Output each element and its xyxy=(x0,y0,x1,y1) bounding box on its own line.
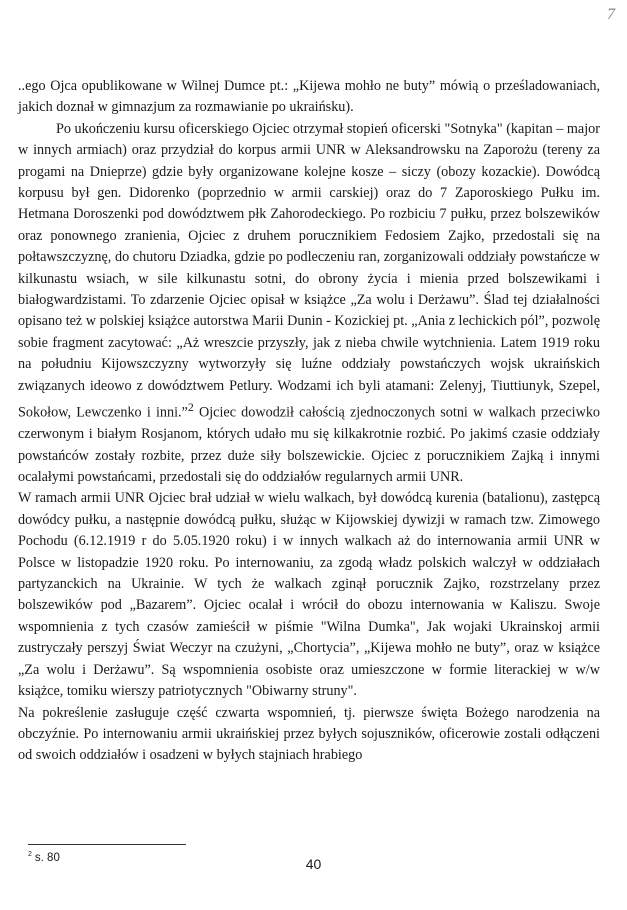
paragraph-officer-course xyxy=(18,119,600,489)
page-number: 40 xyxy=(305,856,322,872)
body-text xyxy=(18,76,600,767)
footnote-rule xyxy=(28,844,186,845)
paragraph-continuation: ..ego Ojca opublikowane w Wilnej Dumce pt.: „Kijewa mohło ne buty” mówią o prześladowaniach, jakich doznał w gimnazjum za rozmawianie po ukraińsku). xyxy=(18,78,600,116)
footnote-reference: 2 xyxy=(187,400,194,415)
handwritten-page-mark: 7 xyxy=(607,6,615,23)
paragraph-officer-course-cont: Ojciec dowodził całością zjednoczonych sotni w walkach przeciwko czerwonym i białym Rosjanom, których udało mu się kilkakrotnie rozbić. Po jakimś czasie oddziały powstańców zostały rozbite, przez duże siły bolszewickie. Ojciec z porucznikiem Zajką i innymi ocalałymi powstańcami, przedostali się do oddziałów regularnych armii UNR. xyxy=(18,404,601,486)
paragraph-officer-course-text: Po ukończeniu kursu oficerskiego Ojciec otrzymał stopień oficerski "Sotnyka" (kapitan – major w innych armiach) oraz przydział do korpus armii UNR w Aleksandrowsku na Zaporożu (tereny za progami na Dnieprze) gdzie były organizowane kolejne kosze – siczy (obozy kozackie). Dowódcą korpusu był gen. Didorenko (poprzednio w armii carskiej) oraz do 7 Zaporoskiego Pułku im. Hetmana Doroszenki pod dowództwem płk Zahorodeckiego. Po rozbiciu 7 pułku, przez bolszewików oraz ponownego zranienia, Ojciec z druhem porucznikiem Fedosiem Zajko, przedostali się na połtawszczyznę, do chutoru Dziadka, gdzie po podleczeniu ran, zorganizowali oddziały powstańcze w kilkunastu wsiach, w sile kilkunastu sotni, do obrony życia i mienia przed bolszewikami i białogwardzistami. To zdarzenie Ojciec opisał w książce „Za wolu i Derżawu”. Ślad tej działalności opisano też w polskiej książce autorstwa Marii Dunin - Kozickiej pt. „Ania z lechickich pól”, pozwolę sobie fragment zacytować: „Aż wreszcie przyszły, jak z nieba chwile wytchnienia. Latem 1919 roku na południu Kijowszczyzny wytworzyły się luźne oddziały powstańczych wojsk ukraińskich związanych ideowo z dowództwem Petlury. Wodzami ich byli atamani: Zelenyj, Tiuttiunyk, Szepel, Sokołow, Lewczenko i inni.” xyxy=(18,120,600,421)
paragraph-christmas: Na pokreślenie zasługuje część czwarta wspomnień, tj. pierwsze święta Bożego narodzenia na obczyźnie. Po internowaniu armii ukraińskiej przez byłych sojuszników, oficerowie zostali odłączeni od swoich oddziałów i osadzeni w byłych stajniach hrabiego xyxy=(18,704,600,764)
footnote-number: 2 xyxy=(28,851,32,858)
footnote-text: s. 80 xyxy=(34,851,60,864)
paragraph-unr-army: W ramach armii UNR Ojciec brał udział w wielu walkach, był dowódcą kurenia (batalionu), zastępcą dowódcy pułku, a następnie dowódcą pułku, służąc w Kijowskiej dywizji w ramach tzw. Zimowego Pochodu (6.12.1919 r do 5.05.1920 roku) i w innych walkach aż do internowania armii UNR w Polsce w listopadzie 1920 roku. Po internowaniu, za zgodą władz polskich walczył w oddziałach partyzanckich na Ukrainie. W tych że walkach zginął porucznik Zajko, rozstrzelany przez bolszewików pod „Bazarem”. Ojciec ocalał i wrócił do obozu internowania w Kaliszu. Swoje wspomnienia z tych czasów zamieścił w piśmie "Wilna Dumka", Jak wojaki Ukrainskoj armii zustryczały perszyj Świat Weczyr na czużyni, „Chortycia”, „Kijewa mohło ne buty”, oraz w książce „Za wolu i Derżawu”. Są wspomnienia osobiste oraz umieszczone w formie literackiej w w/w książce, tomiku wierszy patriotycznych "Obiwarny struny". xyxy=(18,490,600,700)
